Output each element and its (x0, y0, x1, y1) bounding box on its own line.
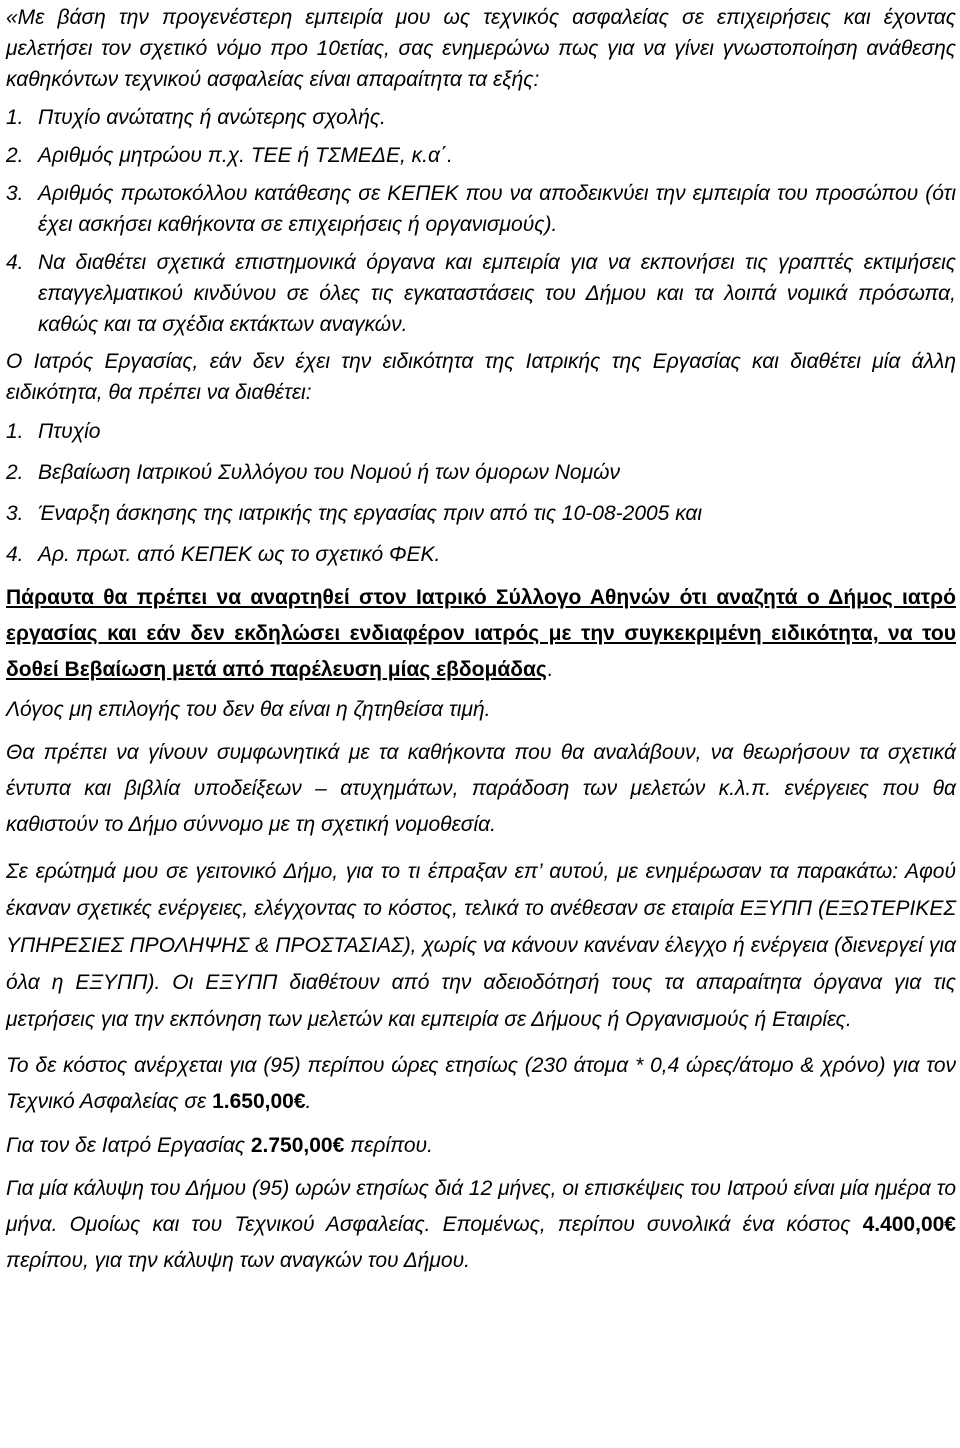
cost-doctor-text: Για τον δε Ιατρό Εργασίας (6, 1134, 251, 1157)
intro-paragraph: «Με βάση την προγενέστερη εμπειρία μου ως τεχνικός ασφαλείας σε επιχειρήσεις και έχοντας μελετήσει τον σχετικό νόμο προ 10ετίας, σας ενημερώνω πως για να γίνει γνωστοποίηση ανάθεσης καθηκόντων τεχνικού ασφαλείας είναι απαραίτητα τα εξής: (6, 6, 956, 91)
list-item-number: 2. (6, 144, 24, 167)
list-item-text: Έναρξη άσκησης της ιατρικής της εργασίας πριν από τις 10-08-2005 και (38, 502, 703, 525)
list-item-number: 1. (6, 420, 24, 443)
list-item-number: 1. (6, 106, 24, 129)
doctor-requirements-list (6, 416, 956, 570)
cost-total-end: περίπου, για την κάλυψη των αναγκών του Δήμου. (6, 1249, 470, 1272)
list-item (6, 140, 956, 171)
list-item-text: Πτυχίο ανώτατης ή ανώτερης σχολής. (38, 106, 386, 129)
cost-doctor-paragraph (6, 1130, 956, 1161)
reason-paragraph: Λόγος μη επιλογής του δεν θα είναι η ζητηθείσα τιμή. (6, 698, 491, 721)
list-item-text: Αρ. πρωτ. από ΚΕΠΕΚ ως το σχετικό ΦΕΚ. (38, 543, 441, 566)
list-item (6, 498, 956, 529)
list-item-text: Πτυχίο (38, 420, 101, 443)
list-item (6, 457, 956, 488)
agreement-paragraph: Θα πρέπει να γίνουν συμφωνητικά με τα καθήκοντα που θα αναλάβουν, να θεωρήσουν τα σχετικά έντυπα και βιβλία υποδείξεων – ατυχημάτων, παράδοση των μελετών κ.λ.π. ενέργειες που θα καθιστούν το Δήμο σύννομο με τη σχετική νομοθεσία. (6, 741, 956, 836)
list-item (6, 416, 956, 447)
list-item-number: 4. (6, 251, 24, 274)
cost-total-paragraph (6, 1171, 956, 1279)
list-item-text: Να διαθέτει σχετικά επιστημονικά όργανα και εμπειρία για να εκπονήσει τις γραπτές εκτιμήσεις επαγγελματικού κινδύνου σε όλες τις εγκαταστάσεις του Δήμου και τα λοιπά νομικά πρόσωπα, καθώς και τα σχέδια εκτάκτων αναγκών. (38, 251, 956, 336)
list-item (6, 247, 956, 340)
cost-total-amount: 4.400,00€ (862, 1213, 956, 1236)
list-item-number: 3. (6, 502, 24, 525)
list-item-text: Βεβαίωση Ιατρικού Συλλόγου του Νομού ή των όμορων Νομών (38, 461, 620, 484)
cost-total-text: Για μία κάλυψη του Δήμου (95) ωρών ετησίως διά 12 μήνες, οι επισκέψεις του Ιατρού είναι μία ημέρα το μήνα. Ομοίως και του Τεχνικού Ασφαλείας. Επομένως, περίπου συνολικά ένα κόστος (6, 1177, 956, 1236)
cost-safety-end: . (305, 1090, 312, 1113)
list-item (6, 178, 956, 240)
doctor-intro-paragraph: Ο Ιατρός Εργασίας, εάν δεν έχει την ειδικότητα της Ιατρικής της Εργασίας και διαθέτει μία άλλη ειδικότητα, θα πρέπει να διαθέτει: (6, 350, 956, 404)
list-item-number: 3. (6, 182, 24, 205)
list-item-number: 4. (6, 543, 24, 566)
list-item-number: 2. (6, 461, 24, 484)
cost-safety-paragraph (6, 1048, 956, 1120)
notice-paragraph (6, 580, 956, 688)
notice-end: . (546, 658, 553, 681)
list-item-text: Αριθμός μητρώου π.χ. ΤΕΕ ή ΤΣΜΕΔΕ, κ.α΄. (38, 144, 453, 167)
cost-safety-text: Το δε κόστος ανέρχεται για (95) περίπου ώρες ετησίως (230 άτομα * 0,4 ώρες/άτομο & χρόνο) για τον Τεχνικό Ασφαλείας σε (6, 1054, 956, 1113)
cost-doctor-amount: 2.750,00€ (250, 1134, 345, 1157)
notice-text: Πάραυτα θα πρέπει να αναρτηθεί στον Ιατρικό Σύλλογο Αθηνών ότι αναζητά ο Δήμος ιατρό εργασίας και εάν δεν εκδηλώσει ενδιαφέρον ιατρός με την συγκεκριμένη ειδικότητα, να του δοθεί Βεβαίωση μετά από παρέλευση μίας εβδομάδας (6, 586, 956, 681)
list-item-text: Αριθμός πρωτοκόλλου κατάθεσης σε ΚΕΠΕΚ που να αποδεικνύει την εμπειρία του προσώπου (ότι έχει ασκήσει καθήκοντα σε επιχειρήσεις ή οργανισμούς). (38, 182, 956, 236)
question-paragraph: Σε ερώτημά μου σε γειτονικό Δήμο, για το τι έπραξαν επ’ αυτού, με ενημέρωσαν τα παρακάτω: Αφού έκαναν σχετικές ενέργειες, ελέγχοντας το κόστος, τελικά το ανέθεσαν σε εταιρία ΕΞΥΠΠ (ΕΞΩΤΕΡΙΚΕΣ ΥΠΗΡΕΣΙΕΣ ΠΡΟΛΗΨΗΣ & ΠΡΟΣΤΑΣΙΑΣ), χωρίς να κάνουν κανέναν έλεγχο ή ενέργεια (διενεργεί για όλα η ΕΞΥΠΠ). Οι ΕΞΥΠΠ διαθέτουν από την αδειοδότησή τους τα απαραίτητα όργανα για τις μετρήσεις για την εκπόνηση των μελετών και εμπειρία σε Δήμους ή Οργανισμούς ή Εταιρίες. (6, 860, 956, 1031)
safety-requirements-list (6, 102, 956, 340)
list-item (6, 539, 956, 570)
cost-doctor-end: περίπου. (344, 1134, 433, 1157)
list-item (6, 102, 956, 133)
cost-safety-amount: 1.650,00€ (212, 1090, 306, 1113)
